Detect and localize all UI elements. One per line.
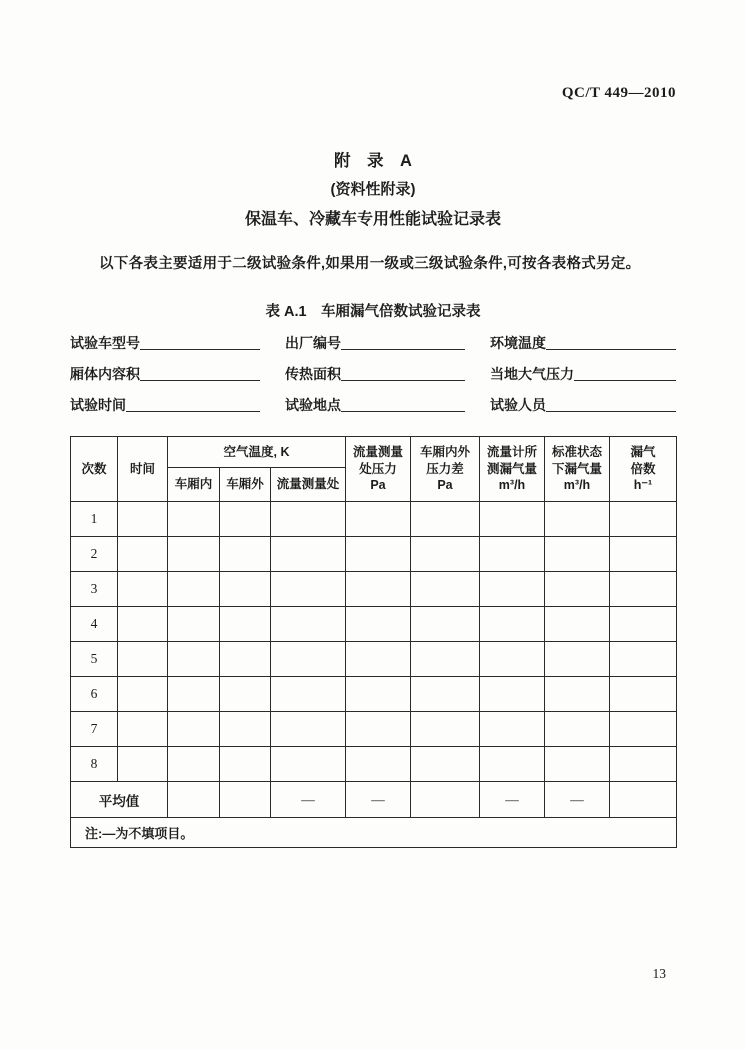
header-line: 流量测量 [352, 444, 403, 459]
page-content [0, 85, 746, 848]
header-line: Pa [437, 478, 453, 493]
blank-line [546, 349, 676, 350]
empty-cell [480, 502, 545, 537]
empty-cell [480, 747, 545, 782]
row-number-cell: 8 [71, 747, 118, 782]
average-cell-dash: — [545, 782, 610, 818]
field-label: 环境温度 [490, 335, 546, 352]
field-test-location [285, 394, 465, 414]
empty-cell [480, 607, 545, 642]
table-row [71, 572, 677, 607]
empty-cell [168, 677, 220, 712]
empty-cell [220, 537, 271, 572]
empty-cell [168, 607, 220, 642]
empty-cell [168, 712, 220, 747]
field-label: 当地大气压力 [490, 366, 574, 383]
empty-cell [220, 502, 271, 537]
intro-paragraph: 以下各表主要适用于二级试验条件,如果用一级或三级试验条件,可按各表格式另定。 [99, 256, 641, 272]
appendix-heading: 保温车、冷藏车专用性能试验记录表 [244, 211, 501, 228]
average-cell [610, 782, 677, 818]
average-cell-dash: — [271, 782, 346, 818]
header-leakage-ratio [610, 437, 677, 502]
table-body [71, 502, 677, 782]
header-standard-leakage [545, 437, 610, 502]
empty-cell [118, 572, 168, 607]
table-row [71, 747, 677, 782]
empty-cell [346, 572, 411, 607]
blank-line [140, 380, 260, 381]
header-air-temperature-group: 空气温度, K [168, 437, 346, 468]
average-cell [168, 782, 220, 818]
header-sequence: 次数 [71, 437, 118, 502]
field-label: 试验人员 [490, 397, 546, 414]
table-row [71, 537, 677, 572]
empty-cell [610, 677, 677, 712]
table-row [71, 607, 677, 642]
empty-cell [411, 502, 480, 537]
empty-cell [220, 747, 271, 782]
table-row [71, 712, 677, 747]
blank-line [574, 380, 676, 381]
header-pressure-difference [411, 437, 480, 502]
empty-cell [610, 572, 677, 607]
field-label: 试验时间 [70, 397, 126, 414]
empty-cell [545, 572, 610, 607]
empty-cell [480, 712, 545, 747]
note-row [71, 818, 677, 848]
header-inside-carriage: 车厢内 [168, 468, 220, 502]
empty-cell [346, 677, 411, 712]
header-outside-carriage: 车厢外 [220, 468, 271, 502]
table-row [71, 642, 677, 677]
header-time: 时间 [118, 437, 168, 502]
blank-line [341, 380, 465, 381]
header-line: m³/h [498, 478, 526, 493]
empty-cell [610, 537, 677, 572]
empty-cell [411, 607, 480, 642]
empty-cell [610, 502, 677, 537]
empty-cell [610, 607, 677, 642]
info-form [70, 332, 676, 414]
air-leakage-record-table [70, 436, 677, 848]
header-line: 压力差 [426, 461, 464, 476]
empty-cell [168, 642, 220, 677]
empty-cell [271, 677, 346, 712]
empty-cell [118, 607, 168, 642]
empty-cell [220, 607, 271, 642]
empty-cell [411, 572, 480, 607]
row-number-cell: 3 [71, 572, 118, 607]
field-label: 厢体内容积 [70, 366, 140, 383]
empty-cell [610, 712, 677, 747]
header-line: 流量计所 [486, 444, 537, 459]
field-ambient-temperature [490, 332, 676, 352]
empty-cell [271, 502, 346, 537]
empty-cell [610, 747, 677, 782]
row-number-cell: 4 [71, 607, 118, 642]
blank-line [140, 349, 260, 350]
header-line: m³/h [563, 478, 591, 493]
empty-cell [220, 677, 271, 712]
empty-cell [480, 537, 545, 572]
empty-cell [480, 677, 545, 712]
empty-cell [118, 677, 168, 712]
empty-cell [271, 712, 346, 747]
header-line: 倍数 [630, 461, 656, 476]
header-line: h⁻¹ [633, 478, 653, 493]
table-caption: 表 A.1 车厢漏气倍数试验记录表 [265, 304, 481, 320]
empty-cell [545, 537, 610, 572]
row-number-cell: 5 [71, 642, 118, 677]
empty-cell [346, 712, 411, 747]
empty-cell [220, 642, 271, 677]
field-vehicle-model [70, 332, 260, 352]
empty-cell [220, 712, 271, 747]
average-cell-dash: — [346, 782, 411, 818]
row-number-cell: 7 [71, 712, 118, 747]
empty-cell [411, 747, 480, 782]
empty-cell [271, 537, 346, 572]
empty-cell [545, 712, 610, 747]
table-row [71, 502, 677, 537]
empty-cell [118, 747, 168, 782]
empty-cell [168, 537, 220, 572]
blank-line [341, 349, 465, 350]
empty-cell [545, 502, 610, 537]
field-label: 出厂编号 [285, 335, 341, 352]
field-label: 传热面积 [285, 366, 341, 383]
standard-code: QC/T 449—2010 [561, 85, 676, 101]
empty-cell [168, 572, 220, 607]
empty-cell [545, 607, 610, 642]
empty-cell [545, 642, 610, 677]
appendix-subtitle: (资料性附录) [330, 181, 416, 198]
header-line: 测漏气量 [486, 461, 537, 476]
field-factory-number [285, 332, 465, 352]
field-heat-transfer-area [285, 363, 465, 383]
field-test-personnel [490, 394, 676, 414]
empty-cell [271, 747, 346, 782]
empty-cell [610, 642, 677, 677]
field-body-volume [70, 363, 260, 383]
average-row [71, 782, 677, 818]
empty-cell [480, 642, 545, 677]
table-row [71, 677, 677, 712]
row-number-cell: 1 [71, 502, 118, 537]
header-line: 标准状态 [551, 444, 602, 459]
average-cell-dash: — [480, 782, 545, 818]
empty-cell [411, 537, 480, 572]
blank-line [341, 411, 465, 412]
empty-cell [118, 502, 168, 537]
header-line: 处压力 [359, 461, 397, 476]
blank-line [546, 411, 676, 412]
page-number: 13 [652, 966, 666, 981]
empty-cell [118, 537, 168, 572]
empty-cell [118, 712, 168, 747]
header-line: Pa [370, 478, 386, 493]
row-number-cell: 6 [71, 677, 118, 712]
empty-cell [346, 537, 411, 572]
empty-cell [346, 747, 411, 782]
header-line: 漏气 [630, 444, 656, 459]
header-flow-measuring-point: 流量测量处 [271, 468, 346, 502]
empty-cell [168, 502, 220, 537]
empty-cell [545, 677, 610, 712]
empty-cell [411, 712, 480, 747]
field-label: 试验车型号 [70, 335, 140, 352]
empty-cell [411, 677, 480, 712]
average-label: 平均值 [71, 782, 168, 818]
appendix-title: 附 录 A [334, 152, 412, 170]
average-cell [220, 782, 271, 818]
empty-cell [168, 747, 220, 782]
header-line: 下漏气量 [551, 461, 602, 476]
header-line: 车厢内外 [419, 444, 470, 459]
empty-cell [271, 642, 346, 677]
empty-cell [346, 502, 411, 537]
average-cell [411, 782, 480, 818]
blank-line [126, 411, 260, 412]
empty-cell [480, 572, 545, 607]
empty-cell [271, 607, 346, 642]
header-meter-leakage [480, 437, 545, 502]
header-flow-point-pressure [346, 437, 411, 502]
empty-cell [220, 572, 271, 607]
empty-cell [271, 572, 346, 607]
field-local-pressure [490, 363, 676, 383]
field-label: 试验地点 [285, 397, 341, 414]
table-note: 注:—为不填项目。 [71, 818, 677, 848]
empty-cell [411, 642, 480, 677]
empty-cell [545, 747, 610, 782]
empty-cell [346, 607, 411, 642]
field-test-time [70, 394, 260, 414]
row-number-cell: 2 [71, 537, 118, 572]
empty-cell [118, 642, 168, 677]
empty-cell [346, 642, 411, 677]
